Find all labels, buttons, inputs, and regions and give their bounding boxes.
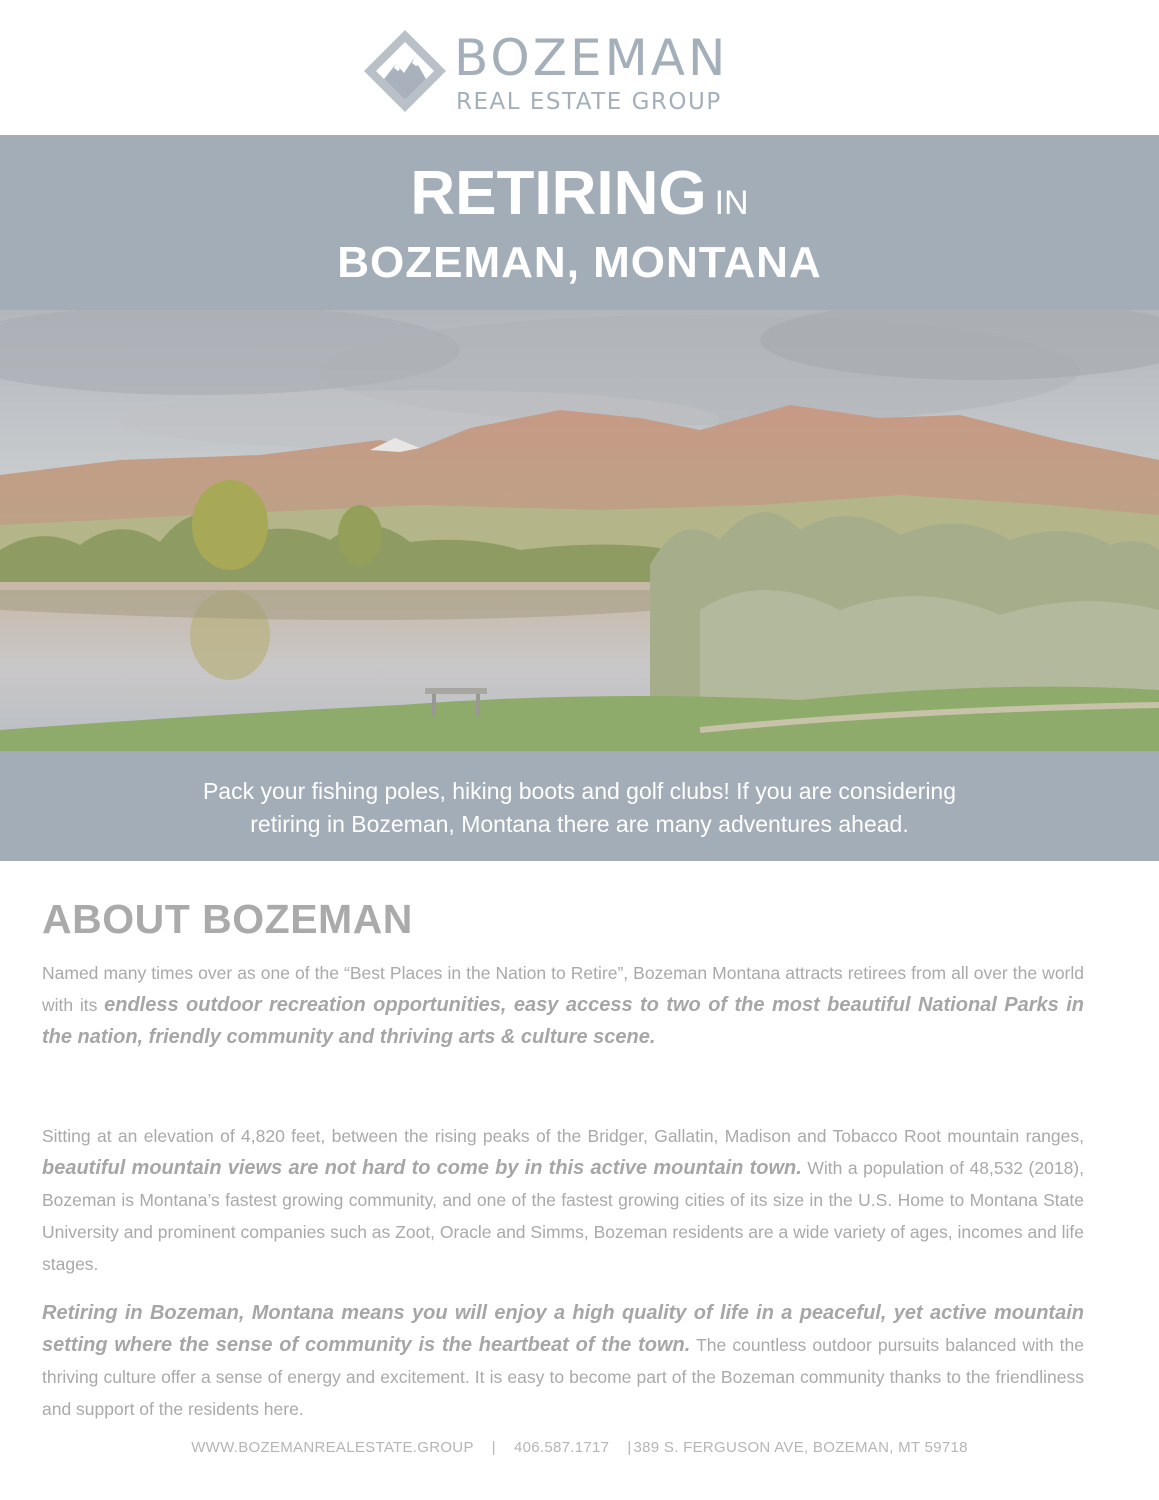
p1-emphasis: endless outdoor recreation opportunities, easy access to two of the most beautiful National Parks in the nation, friendly community and thriving arts & culture scene. [42,994,1084,1048]
about-paragraph-3 [42,1297,1084,1425]
footer-separator: | [491,1439,496,1456]
title-in: IN [714,184,749,222]
brand-name: BOZEMAN [454,29,729,87]
p2-text-b: With a population of 48,532 (2018), Bozeman is Montana’s fastest growing community, and one of the fastest growing cities of its size in the U.S. Home to Montana State University and prominent companies such as Zoot, Oracle and Simms, Bozeman residents are a wide variety of ages, incomes and life stages. [42,1158,1084,1274]
tagline [0,775,1159,841]
p2-emphasis: beautiful mountain views are not hard to come by in this active mountain town. [42,1157,802,1179]
title-banner [0,135,1159,310]
footer-phone[interactable]: 406.587.1717 [513,1439,610,1456]
footer [0,1438,1159,1458]
title-main: RETIRING [410,159,707,228]
brand-subtitle: REAL ESTATE GROUP [456,89,722,115]
p2-text-a: Sitting at an elevation of 4,820 feet, between the rising peaks of the Bridger, Gallatin, Madison and Tobacco Root mountain ranges, [42,1126,1084,1146]
p1-text: Named many times over as one of the “Best Places in the Nation to Retire”, Bozeman Montana attracts retirees from all over the world with its [42,963,1084,1015]
footer-separator: | [627,1439,632,1456]
footer-address: 389 S. FERGUSON AVE, BOZEMAN, MT 59718 [633,1439,968,1456]
p3-emphasis: Retiring in Bozeman, Montana means you will enjoy a high quality of life in a peaceful, yet active mountain setting where the sense of community is the heartbeat of the town. [42,1302,1084,1356]
mountain-diamond-icon [362,28,448,114]
about-paragraph-1 [42,957,1084,1053]
tagline-line-2: retiring in Bozeman, Montana there are many adventures ahead. [250,811,909,837]
hero-landscape-image [0,310,1159,751]
about-section [42,893,1084,1419]
p3-text-b: The countless outdoor pursuits balanced with the thriving culture offer a sense of energy and excitement. It is easy to become part of the Bozeman community thanks to the friendliness and support of the residents here. [42,1335,1084,1419]
title-location: BOZEMAN, MONTANA [337,238,822,287]
brand-logo [362,28,782,118]
tagline-banner [0,751,1159,861]
about-heading: ABOUT BOZEMAN [42,896,413,942]
page-title [0,157,1159,240]
footer-website[interactable]: WWW.BOZEMANREALESTATE.GROUP [191,1439,474,1456]
about-paragraph-2 [42,1120,1084,1280]
tagline-line-1: Pack your fishing poles, hiking boots and golf clubs! If you are considering [202,778,957,804]
